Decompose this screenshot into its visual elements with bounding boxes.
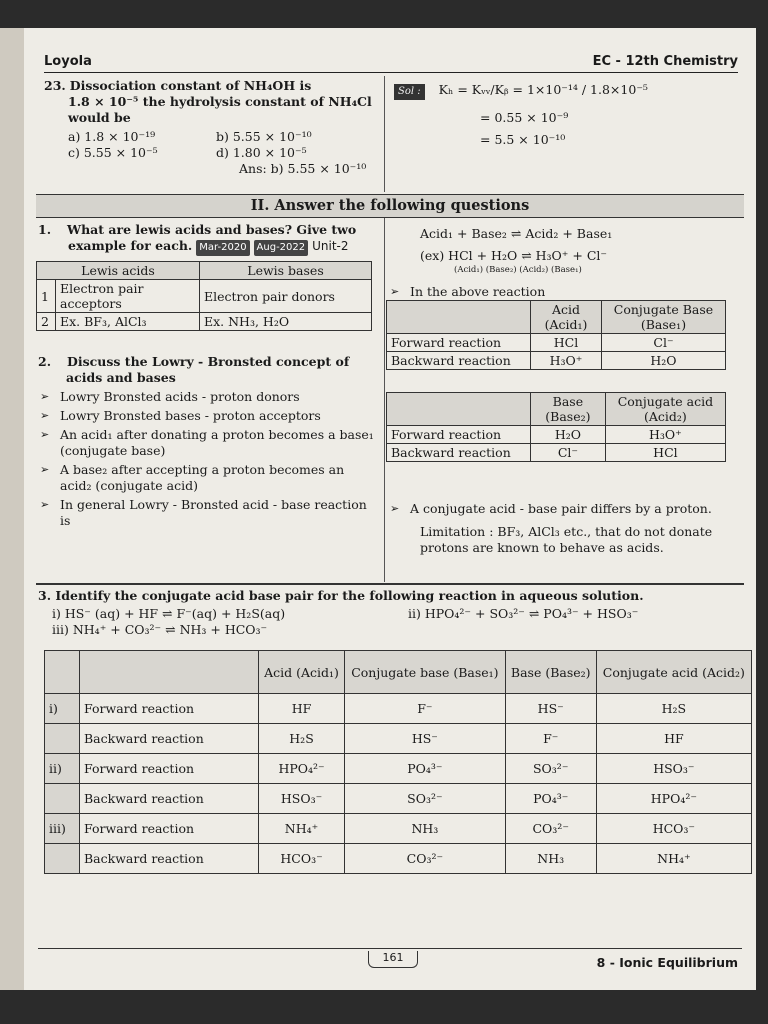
solution-line2: = 0.55 × 10⁻⁹ bbox=[480, 110, 569, 125]
q3-roman: iii) bbox=[45, 814, 80, 844]
q23-number: 23. bbox=[44, 78, 66, 93]
q3-cell: F⁻ bbox=[345, 694, 506, 724]
table2-row-label: Forward reaction bbox=[387, 426, 531, 444]
q3-roman bbox=[45, 784, 80, 814]
q3-block bbox=[38, 588, 748, 638]
column-divider bbox=[384, 218, 385, 582]
q2-point: ➢ Lowry Bronsted acids - proton donors bbox=[38, 389, 378, 405]
q3-equation-ii: ii) HPO₄²⁻ + SO₃²⁻ ⇌ PO₄³⁻ + HSO₃⁻ bbox=[408, 606, 639, 621]
q1-number: 1. bbox=[38, 222, 52, 237]
q3-cell: HS⁻ bbox=[345, 724, 506, 754]
q3-cell: NH₃ bbox=[345, 814, 506, 844]
q3-cell: PO₄³⁻ bbox=[345, 754, 506, 784]
q3-cell: HF bbox=[259, 694, 345, 724]
q3-cell: CO₃²⁻ bbox=[345, 844, 506, 874]
q3-row-label: Forward reaction bbox=[80, 814, 259, 844]
q3-cell: NH₄⁺ bbox=[259, 814, 345, 844]
q3-cell: HPO₄²⁻ bbox=[596, 784, 751, 814]
table2-blank-header bbox=[387, 393, 531, 426]
q3-roman: i) bbox=[45, 694, 80, 724]
q3-equation-i: i) HS⁻ (aq) + HF ⇌ F⁻(aq) + H₂S(aq) bbox=[52, 606, 286, 621]
q3-row bbox=[45, 844, 752, 874]
lewis-header-acids: Lewis acids bbox=[37, 262, 200, 280]
q3-cell: NH₃ bbox=[505, 844, 596, 874]
q23-solution bbox=[394, 82, 734, 148]
table2-cell: H₂O bbox=[531, 426, 606, 444]
q23-option-d: d) 1.80 × 10⁻⁵ bbox=[216, 145, 307, 160]
header-right: EC - 12th Chemistry bbox=[592, 54, 738, 69]
q3-cell: H₂S bbox=[259, 724, 345, 754]
q3-roman bbox=[45, 724, 80, 754]
equation-example-labels: (Acid₁) (Base₂) (Acid₂) (Base₁) bbox=[454, 265, 582, 275]
table1-blank-header bbox=[387, 301, 531, 334]
q1-text-line2: example for each. bbox=[68, 238, 193, 253]
q3-row-label: Forward reaction bbox=[80, 754, 259, 784]
q3-cell: H₂S bbox=[596, 694, 751, 724]
q3-header-acid: Acid (Acid₁) bbox=[259, 651, 345, 694]
table1-cell: HCl bbox=[531, 334, 602, 352]
q3-header-base: Base (Base₂) bbox=[505, 651, 596, 694]
q23-option-b: b) 5.55 × 10⁻¹⁰ bbox=[216, 129, 312, 144]
q3-cell: SO₃²⁻ bbox=[345, 784, 506, 814]
document-page bbox=[24, 28, 756, 990]
q3-row bbox=[45, 724, 752, 754]
badge-mar-2020: Mar-2020 bbox=[196, 240, 249, 256]
q23-block bbox=[44, 78, 374, 177]
q3-roman: ii) bbox=[45, 754, 80, 784]
q3-row-label: Backward reaction bbox=[80, 784, 259, 814]
q3-row-label: Backward reaction bbox=[80, 724, 259, 754]
q2-point: ➢ A base₂ after accepting a proton becomes an acid₂ (conjugate acid) bbox=[38, 462, 378, 494]
limitation-text: Limitation : BF₃, AlCl₃ etc., that do not donate protons are known to behave as acids. bbox=[420, 524, 713, 555]
table2-row bbox=[387, 444, 726, 462]
table1-cell: H₂O bbox=[601, 352, 725, 370]
badge-aug-2022: Aug-2022 bbox=[254, 240, 309, 256]
q23-divider bbox=[384, 76, 385, 192]
conjugate-base-table bbox=[386, 300, 726, 370]
q2-point: ➢ Lowry Bronsted bases - proton acceptors bbox=[38, 408, 378, 424]
q3-cell: HF bbox=[596, 724, 751, 754]
q3-header-conj-acid: Conjugate acid (Acid₂) bbox=[596, 651, 751, 694]
lewis-header-bases: Lewis bases bbox=[200, 262, 372, 280]
equation-general: Acid₁ + Base₂ ⇌ Acid₂ + Base₁ bbox=[420, 226, 613, 241]
q2-text-line2: acids and bases bbox=[66, 370, 176, 385]
q23-option-a: a) 1.8 × 10⁻¹⁹ bbox=[68, 129, 156, 144]
section-title: II. Answer the following questions bbox=[36, 194, 744, 218]
lewis-table bbox=[36, 261, 372, 331]
conjugate-pair-point: ➢ A conjugate acid - base pair differs by a proton. bbox=[388, 501, 756, 517]
q2-point: ➢ An acid₁ after donating a proton becomes a base₁ (conjugate base) bbox=[38, 427, 378, 459]
table2-header-base: Base (Base₂) bbox=[531, 393, 606, 426]
q2-number: 2. bbox=[38, 354, 52, 369]
q3-roman bbox=[45, 844, 80, 874]
q3-row-label: Backward reaction bbox=[80, 844, 259, 874]
q3-cell: SO₃²⁻ bbox=[505, 754, 596, 784]
q3-cell: HCO₃⁻ bbox=[259, 844, 345, 874]
q3-cell: HS⁻ bbox=[505, 694, 596, 724]
lewis-acid-cell: Ex. BF₃, AlCl₃ bbox=[56, 313, 200, 331]
q3-row bbox=[45, 784, 752, 814]
page-number: 161 bbox=[368, 951, 418, 968]
table1-header-acid: Acid (Acid₁) bbox=[531, 301, 602, 334]
q3-divider bbox=[36, 583, 744, 585]
q23-text-line3: would be bbox=[68, 110, 131, 125]
q3-header-blank bbox=[45, 651, 80, 694]
above-reaction-text: ➢ In the above reaction bbox=[388, 284, 750, 300]
table2-cell: H₃O⁺ bbox=[605, 426, 725, 444]
lewis-row bbox=[37, 313, 372, 331]
q3-cell: HSO₃⁻ bbox=[596, 754, 751, 784]
q3-table bbox=[44, 650, 752, 874]
book-spine bbox=[0, 28, 24, 990]
solution-label: Sol : bbox=[394, 84, 425, 100]
table1-row-label: Forward reaction bbox=[387, 334, 531, 352]
q3-cell: NH₄⁺ bbox=[596, 844, 751, 874]
q3-cell: CO₃²⁻ bbox=[505, 814, 596, 844]
handwritten-note: Unit-2 bbox=[312, 239, 349, 253]
conjugate-acid-table bbox=[386, 392, 726, 462]
table1-header-conj-base: Conjugate Base (Base₁) bbox=[601, 301, 725, 334]
lewis-base-cell: Ex. NH₃, H₂O bbox=[200, 313, 372, 331]
table1-cell: H₃O⁺ bbox=[531, 352, 602, 370]
table2-row bbox=[387, 426, 726, 444]
q2-block bbox=[38, 354, 378, 529]
q3-row bbox=[45, 814, 752, 844]
q3-cell: HSO₃⁻ bbox=[259, 784, 345, 814]
lewis-base-cell: Electron pair donors bbox=[200, 280, 372, 313]
q3-row bbox=[45, 754, 752, 784]
lewis-row bbox=[37, 280, 372, 313]
solution-line3: = 5.5 × 10⁻¹⁰ bbox=[480, 132, 566, 147]
q3-cell: HCO₃⁻ bbox=[596, 814, 751, 844]
table2-cell: HCl bbox=[605, 444, 725, 462]
q3-header-blank bbox=[80, 651, 259, 694]
q23-text-line2: 1.8 × 10⁻⁵ the hydrolysis constant of NH₄Cl bbox=[68, 94, 372, 109]
solution-line1: Kₕ = Kᵥᵥ/Kᵦ = 1×10⁻¹⁴ / 1.8×10⁻⁵ bbox=[438, 82, 648, 97]
q3-cell: HPO₄²⁻ bbox=[259, 754, 345, 784]
table2-cell: Cl⁻ bbox=[531, 444, 606, 462]
page-footer bbox=[38, 948, 742, 979]
table2-row-label: Backward reaction bbox=[387, 444, 531, 462]
page-header bbox=[44, 48, 738, 73]
q3-cell: PO₄³⁻ bbox=[505, 784, 596, 814]
q3-row bbox=[45, 694, 752, 724]
q3-row-label: Forward reaction bbox=[80, 694, 259, 724]
q2-point: ➢ In general Lowry - Bronsted acid - base reaction is bbox=[38, 497, 378, 529]
header-left: Loyola bbox=[44, 54, 92, 69]
q3-text: Identify the conjugate acid base pair for the following reaction in aqueous solution. bbox=[55, 588, 644, 603]
table1-row-label: Backward reaction bbox=[387, 352, 531, 370]
q3-cell: F⁻ bbox=[505, 724, 596, 754]
q23-text-line1: Dissociation constant of NH₄OH is bbox=[69, 78, 312, 93]
q2-text-line1: Discuss the Lowry - Bronsted concept of bbox=[67, 354, 350, 369]
lewis-row-number: 1 bbox=[37, 280, 56, 313]
table2-header-conj-acid: Conjugate acid (Acid₂) bbox=[605, 393, 725, 426]
q1-text-line1: What are lewis acids and bases? Give two bbox=[67, 222, 357, 237]
q23-answer: Ans: b) 5.55 × 10⁻¹⁰ bbox=[239, 161, 367, 176]
chapter-title: 8 - Ionic Equilibrium bbox=[596, 955, 738, 970]
table1-row bbox=[387, 334, 726, 352]
table1-cell: Cl⁻ bbox=[601, 334, 725, 352]
q1-block bbox=[38, 222, 378, 256]
q3-number: 3. bbox=[38, 588, 52, 603]
table1-row bbox=[387, 352, 726, 370]
equation-example: (ex) HCl + H₂O ⇌ H₃O⁺ + Cl⁻ bbox=[420, 248, 607, 263]
q3-header-conj-base: Conjugate base (Base₁) bbox=[345, 651, 506, 694]
q3-equation-iii: iii) NH₄⁺ + CO₃²⁻ ⇌ NH₃ + HCO₃⁻ bbox=[52, 622, 268, 637]
q23-option-c: c) 5.55 × 10⁻⁵ bbox=[68, 145, 158, 160]
lewis-acid-cell: Electron pair acceptors bbox=[56, 280, 200, 313]
lewis-row-number: 2 bbox=[37, 313, 56, 331]
